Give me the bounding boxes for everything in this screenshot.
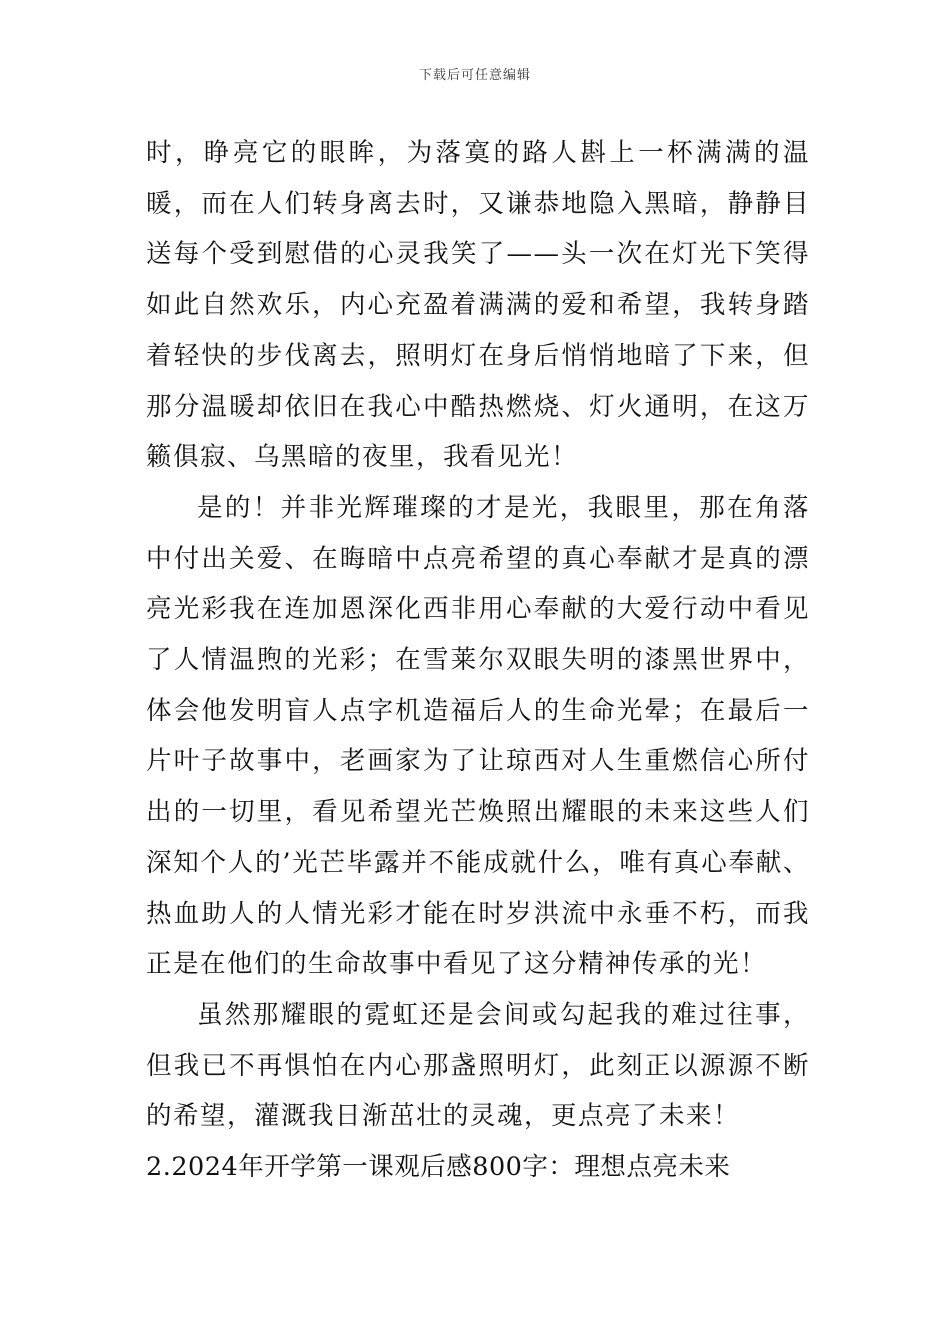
document-body [146,128,810,1193]
section-heading: 2.2024年开学第一课观后感800字：理想点亮未来 [146,1152,731,1183]
paragraph-3: 虽然那耀眼的霓虹还是会间或勾起我的难过往事，但我已不再惧怕在内心那盏照明灯，此刻正以源源不断的希望，灌溉我日渐茁壮的灵魂，更点亮了未来！ [146,999,810,1132]
paragraph-2: 是的！并非光辉璀璨的才是光，我眼里，那在角落中付出关爱、在晦暗中点亮希望的真心奉献才是真的漂亮光彩我在连加恩深化西非用心奉献的大爱行动中看见了人情温煦的光彩；在雪莱尔双眼失明的漆黑世界中，体会他发明盲人点字机造福后人的生命光晕；在最后一片叶子故事中，老画家为了让琼西对人生重燃信心所付出的一切里，看见希望光芒焕照出耀眼的未来这些人们深知个人的’光芒毕露并不能成就什么，唯有真心奉献、热血助人的人情光彩才能在时岁洪流中永垂不朽，而我正是在他们的生命故事中看见了这分精神传承的光！ [146,492,810,980]
page-header: 下载后可任意编辑 [418,68,531,83]
paragraph-1: 时，睁亮它的眼眸，为落寞的路人斟上一杯满满的温暖，而在人们转身离去时，又谦恭地隐入黑暗，静静目送每个受到慰借的心灵我笑了——头一次在灯光下笑得如此自然欢乐，内心充盈着满满的爱和希望，我转身踏着轻快的步伐离去，照明灯在身后悄悄地暗了下来，但那分温暖却依旧在我心中酷热燃烧、灯火通明，在这万籁俱寂、乌黑暗的夜里，我看见光！ [146,138,810,473]
